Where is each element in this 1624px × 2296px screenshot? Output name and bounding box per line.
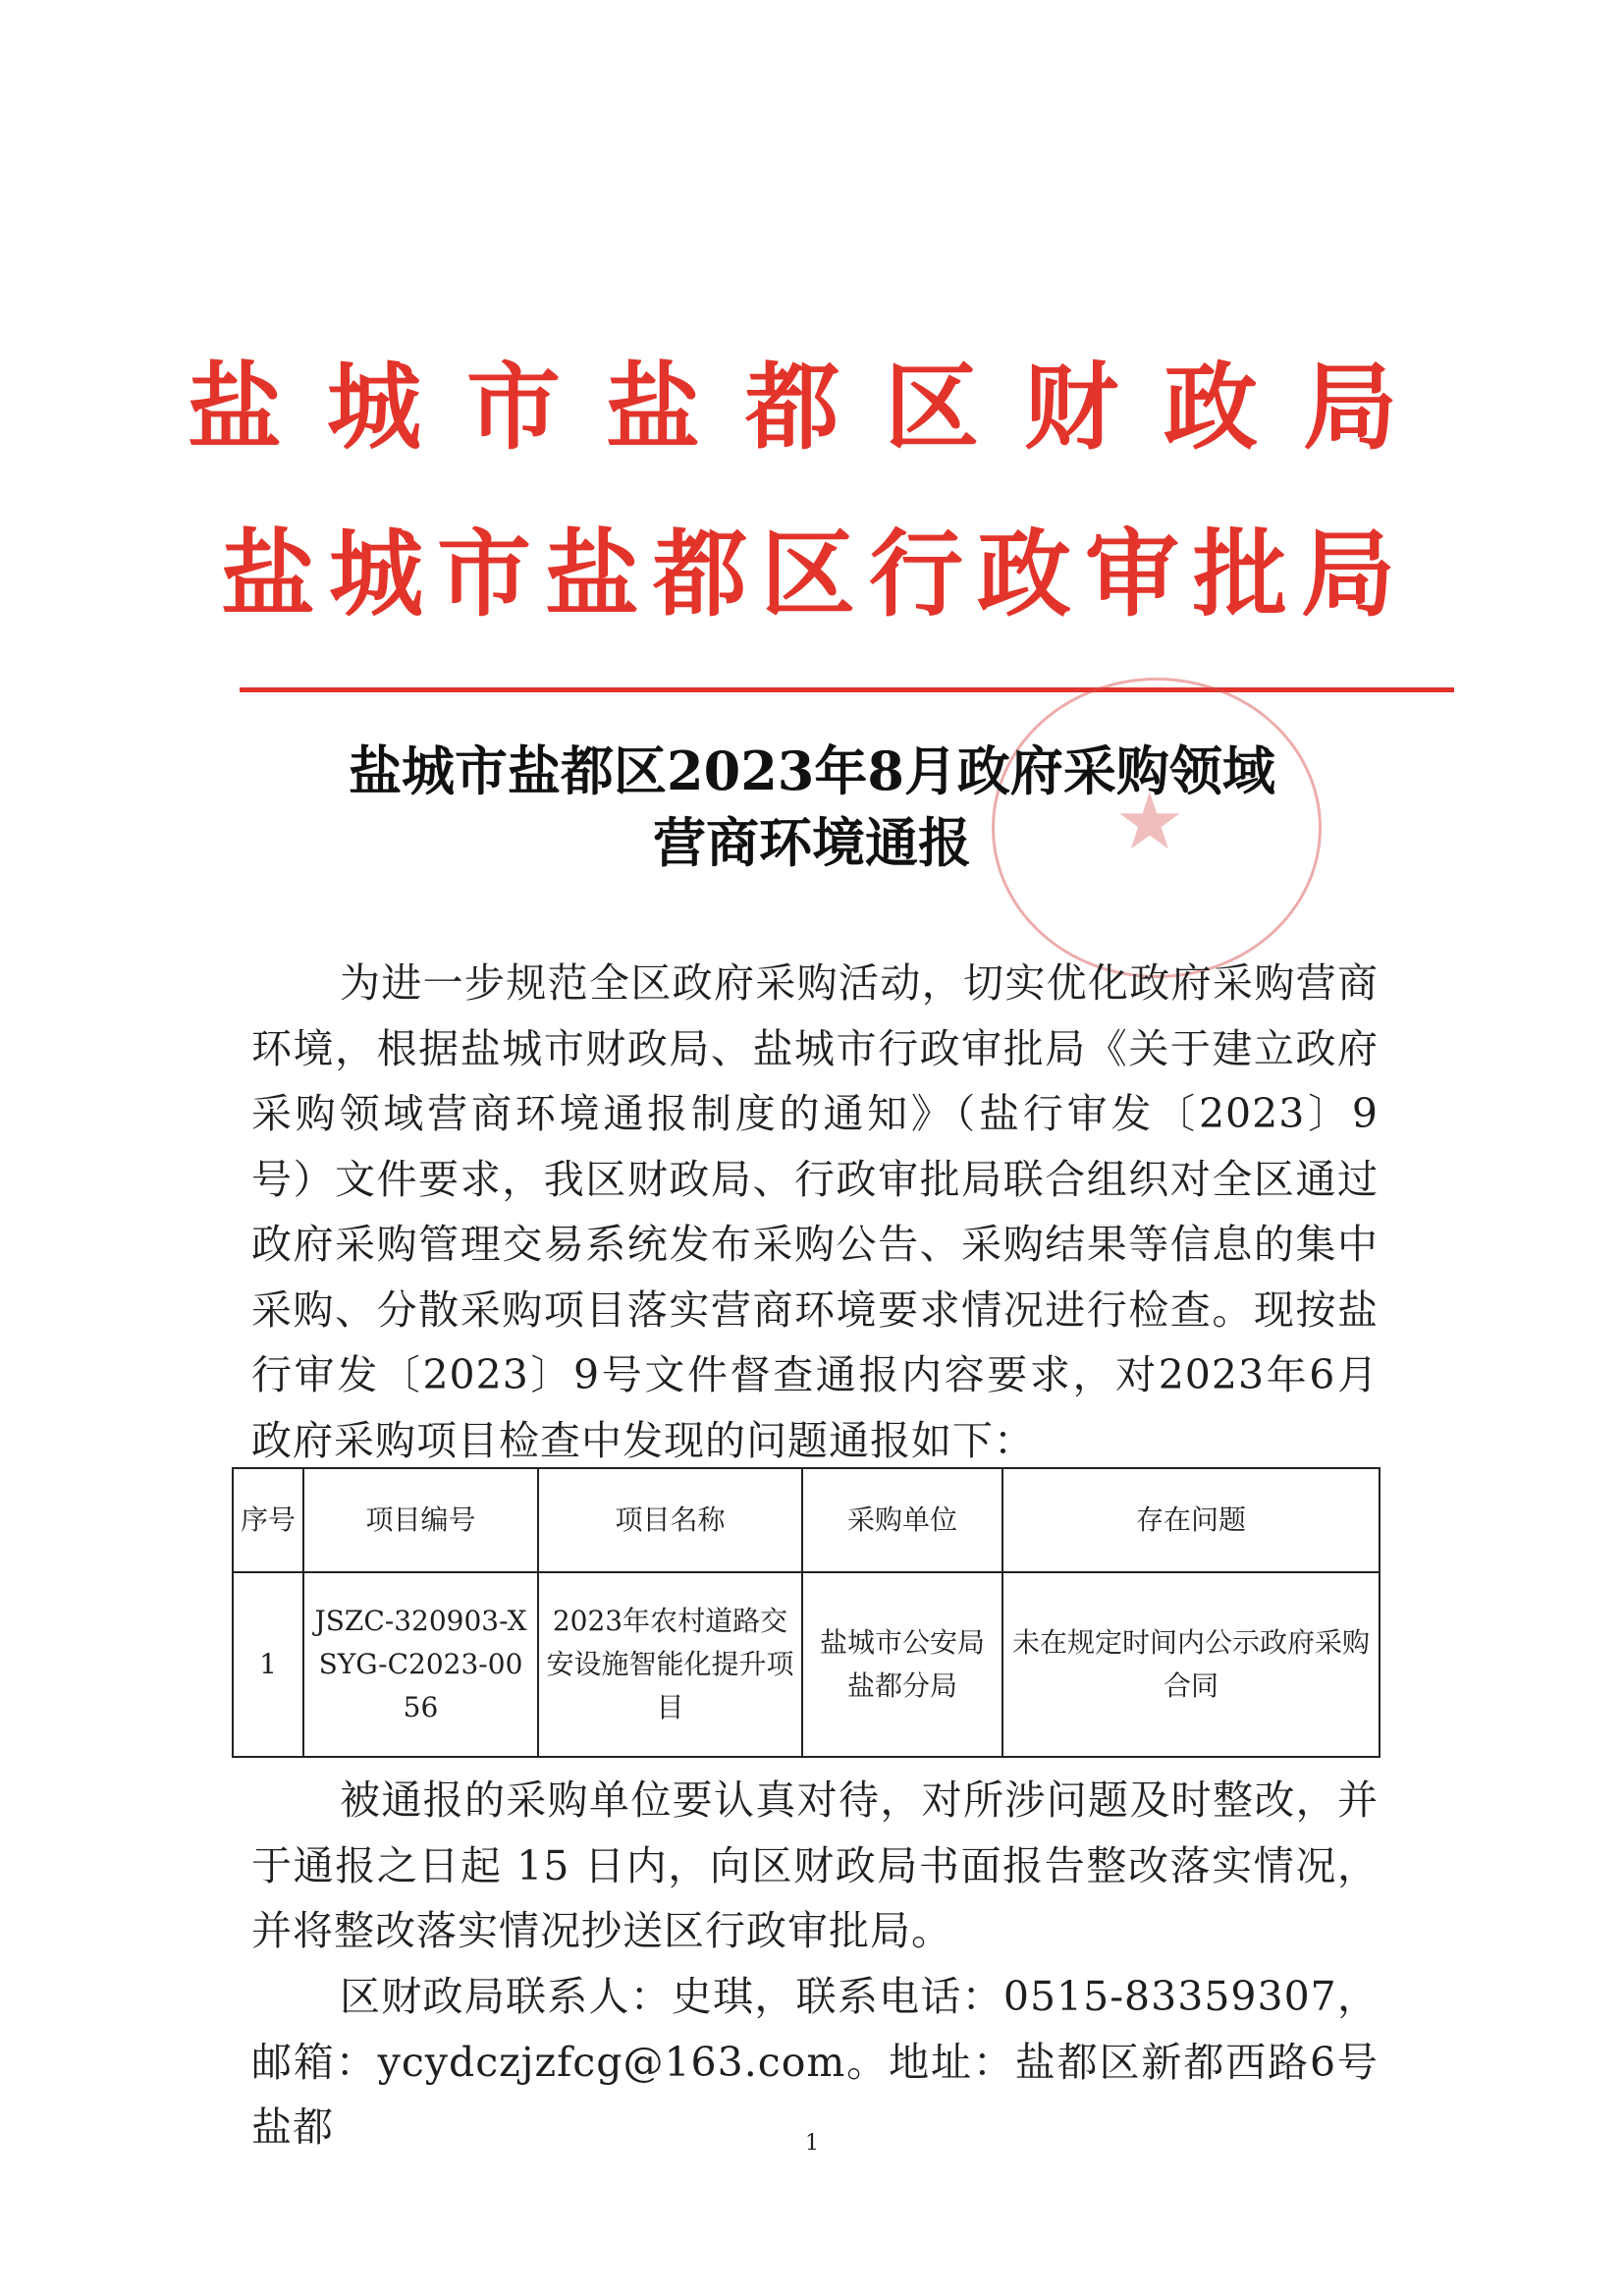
cell-seq: 1: [233, 1572, 303, 1757]
cell-buyer: 盐城市公安局盐都分局: [802, 1572, 1002, 1757]
cell-issue: 未在规定时间内公示政府采购合同: [1002, 1572, 1380, 1757]
issuer-header-approval-bureau: 盐城市盐都区行政审批局: [221, 519, 1409, 629]
header-project-no: 项目编号: [303, 1468, 538, 1572]
header-seq: 序号: [233, 1468, 303, 1572]
seal-star-icon: ★: [1114, 776, 1185, 867]
header-project-name: 项目名称: [538, 1468, 802, 1572]
header-buyer: 采购单位: [802, 1468, 1002, 1572]
header-red-rule: [240, 687, 1454, 692]
table-header-row: [233, 1468, 1380, 1572]
document-title-line2: 营商环境通报: [653, 811, 971, 874]
table-row: [233, 1572, 1380, 1757]
document-title-line1: 盐城市盐都区2023年8月政府采购领域: [349, 739, 1275, 802]
cell-project-no: JSZC-320903-XSYG-C2023-0056: [303, 1572, 538, 1757]
cell-project-name: 2023年农村道路交安设施智能化提升项目: [538, 1572, 802, 1757]
header-issue: 存在问题: [1002, 1468, 1380, 1572]
issuer-header-finance-bureau: 盐城市盐都区财政局: [188, 353, 1442, 463]
rectification-paragraph: 被通报的采购单位要认真对待，对所涉问题及时整改，并于通报之日起 15 日内，向区财政局书面报告整改落实情况，并将整改落实情况抄送区行政审批局。: [251, 1777, 1379, 1954]
page-number: 1: [805, 2131, 819, 2156]
intro-paragraph: 为进一步规范全区政府采购活动，切实优化政府采购营商环境，根据盐城市财政局、盐城市行政审批局《关于建立政府采购领域营商环境通报制度的通知》（盐行审发〔2023〕9 号）文件要求，我区财政局、行政审批局联合组织对全区通过政府采购管理交易系统发布采购公告、采购结果等信息的集中采购、分散采购项目落实营商环境要求情况进行检查。现按盐行审发〔2023〕9号文件督查通报内容要求，对2023年6月政府采购项目检查中发现的问题通报如下：: [251, 959, 1379, 1464]
contact-paragraph: 区财政局联系人：史琪，联系电话：0515-83359307，邮箱：ycydczjzfcg@163.com。地址：盐都区新都西路6号盐都: [251, 1973, 1379, 2151]
findings-table: [232, 1467, 1380, 1758]
